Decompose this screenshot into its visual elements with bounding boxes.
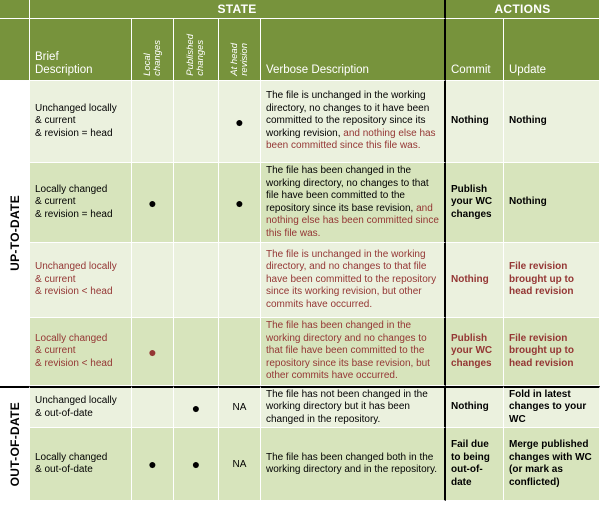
row-4-brief: Locally changed & current & revision < head bbox=[30, 318, 132, 386]
row-5-published-dot: ● bbox=[174, 386, 219, 428]
up-to-date-group-label: UP-TO-DATE bbox=[0, 81, 30, 386]
corner-cell bbox=[0, 0, 30, 19]
row-5-local-cell bbox=[132, 386, 174, 428]
row-6-local-dot: ● bbox=[132, 428, 174, 501]
row-1-verbose-highlight: and nothing else has been committed since this file was. bbox=[266, 127, 436, 152]
row-4-local-dot: ● bbox=[132, 318, 174, 386]
row-6-verbose: The file has been changed both in the working directory and in the repository. bbox=[261, 428, 446, 501]
row-3-commit: Nothing bbox=[446, 243, 504, 318]
at-head-revision-header bbox=[219, 19, 261, 81]
row-3-update: File revision brought up to head revision bbox=[504, 243, 600, 318]
row-5-brief: Unchanged locally & out-of-date bbox=[30, 386, 132, 428]
row-4-published-cell bbox=[174, 318, 219, 386]
row-6-update: Merge published changes with WC (or mark as conflicted) bbox=[504, 428, 600, 501]
row-2-commit: Publish your WC changes bbox=[446, 163, 504, 243]
row-1-at-head-dot: ● bbox=[219, 81, 261, 163]
row-5-commit: Nothing bbox=[446, 386, 504, 428]
row-3-at-head-cell bbox=[219, 243, 261, 318]
row-2-brief: Locally changed & current & revision = head bbox=[30, 163, 132, 243]
row-5-verbose: The file has not been changed in the working directory but it has been changed in the repository. bbox=[261, 386, 446, 428]
row-3-local-cell bbox=[132, 243, 174, 318]
row-1-published-cell bbox=[174, 81, 219, 163]
row-1-brief: Unchanged locally & current & revision = head bbox=[30, 81, 132, 163]
row-6-commit: Fail due to being out-of-date bbox=[446, 428, 504, 501]
row-5-at-head-na: NA bbox=[219, 386, 261, 428]
row-2-verbose-main: The file has been changed in the working directory, no changes to that file have been committed to the repository since its base revision, bbox=[266, 165, 429, 214]
row-3-verbose: The file is unchanged in the working directory, and no changes to that file have been committed to the repository since its working revision, but other commits have occurred. bbox=[261, 243, 446, 318]
brief-description-header: Brief Description bbox=[30, 19, 132, 81]
row-5-update: Fold in latest changes to your WC bbox=[504, 386, 600, 428]
row-4-commit: Publish your WC changes bbox=[446, 318, 504, 386]
row-6-brief: Locally changed & out-of-date bbox=[30, 428, 132, 501]
published-changes-label: Published changes bbox=[185, 34, 206, 76]
commit-header: Commit bbox=[446, 19, 504, 81]
row-1-local-cell bbox=[132, 81, 174, 163]
local-changes-label: Local changes bbox=[141, 40, 163, 76]
row-4-verbose: The file has been changed in the working directory and no changes to that file have been committed to the repository since its base revision, but other commits have occurred. bbox=[261, 318, 446, 386]
row-1-commit: Nothing bbox=[446, 81, 504, 163]
row-1-update: Nothing bbox=[504, 81, 600, 163]
verbose-description-header: Verbose Description bbox=[261, 19, 446, 81]
row-2-verbose-highlight: and nothing else has been committed since this file was. bbox=[266, 202, 439, 239]
at-head-revision-label: At head revision bbox=[228, 43, 250, 76]
row-2-verbose bbox=[261, 163, 446, 243]
local-changes-header bbox=[132, 19, 174, 81]
row-3-published-cell bbox=[174, 243, 219, 318]
row-6-at-head-na: NA bbox=[219, 428, 261, 501]
row-4-at-head-cell bbox=[219, 318, 261, 386]
row-2-local-dot: ● bbox=[132, 163, 174, 243]
corner-cell bbox=[0, 19, 30, 81]
row-6-published-dot: ● bbox=[174, 428, 219, 501]
published-changes-header bbox=[174, 19, 219, 81]
row-1-verbose bbox=[261, 81, 446, 163]
update-header: Update bbox=[504, 19, 600, 81]
row-4-update: File revision brought up to head revision bbox=[504, 318, 600, 386]
row-2-update: Nothing bbox=[504, 163, 600, 243]
row-1-verbose-main: The file is unchanged in the working directory, no changes to it have been committed to the repository since its working revision, bbox=[266, 90, 430, 139]
row-2-published-cell bbox=[174, 163, 219, 243]
actions-header: ACTIONS bbox=[446, 0, 600, 19]
out-of-date-group-label: OUT-OF-DATE bbox=[0, 386, 30, 501]
row-3-brief: Unchanged locally & current & revision < head bbox=[30, 243, 132, 318]
state-header: STATE bbox=[30, 0, 446, 19]
row-2-at-head-dot: ● bbox=[219, 163, 261, 243]
